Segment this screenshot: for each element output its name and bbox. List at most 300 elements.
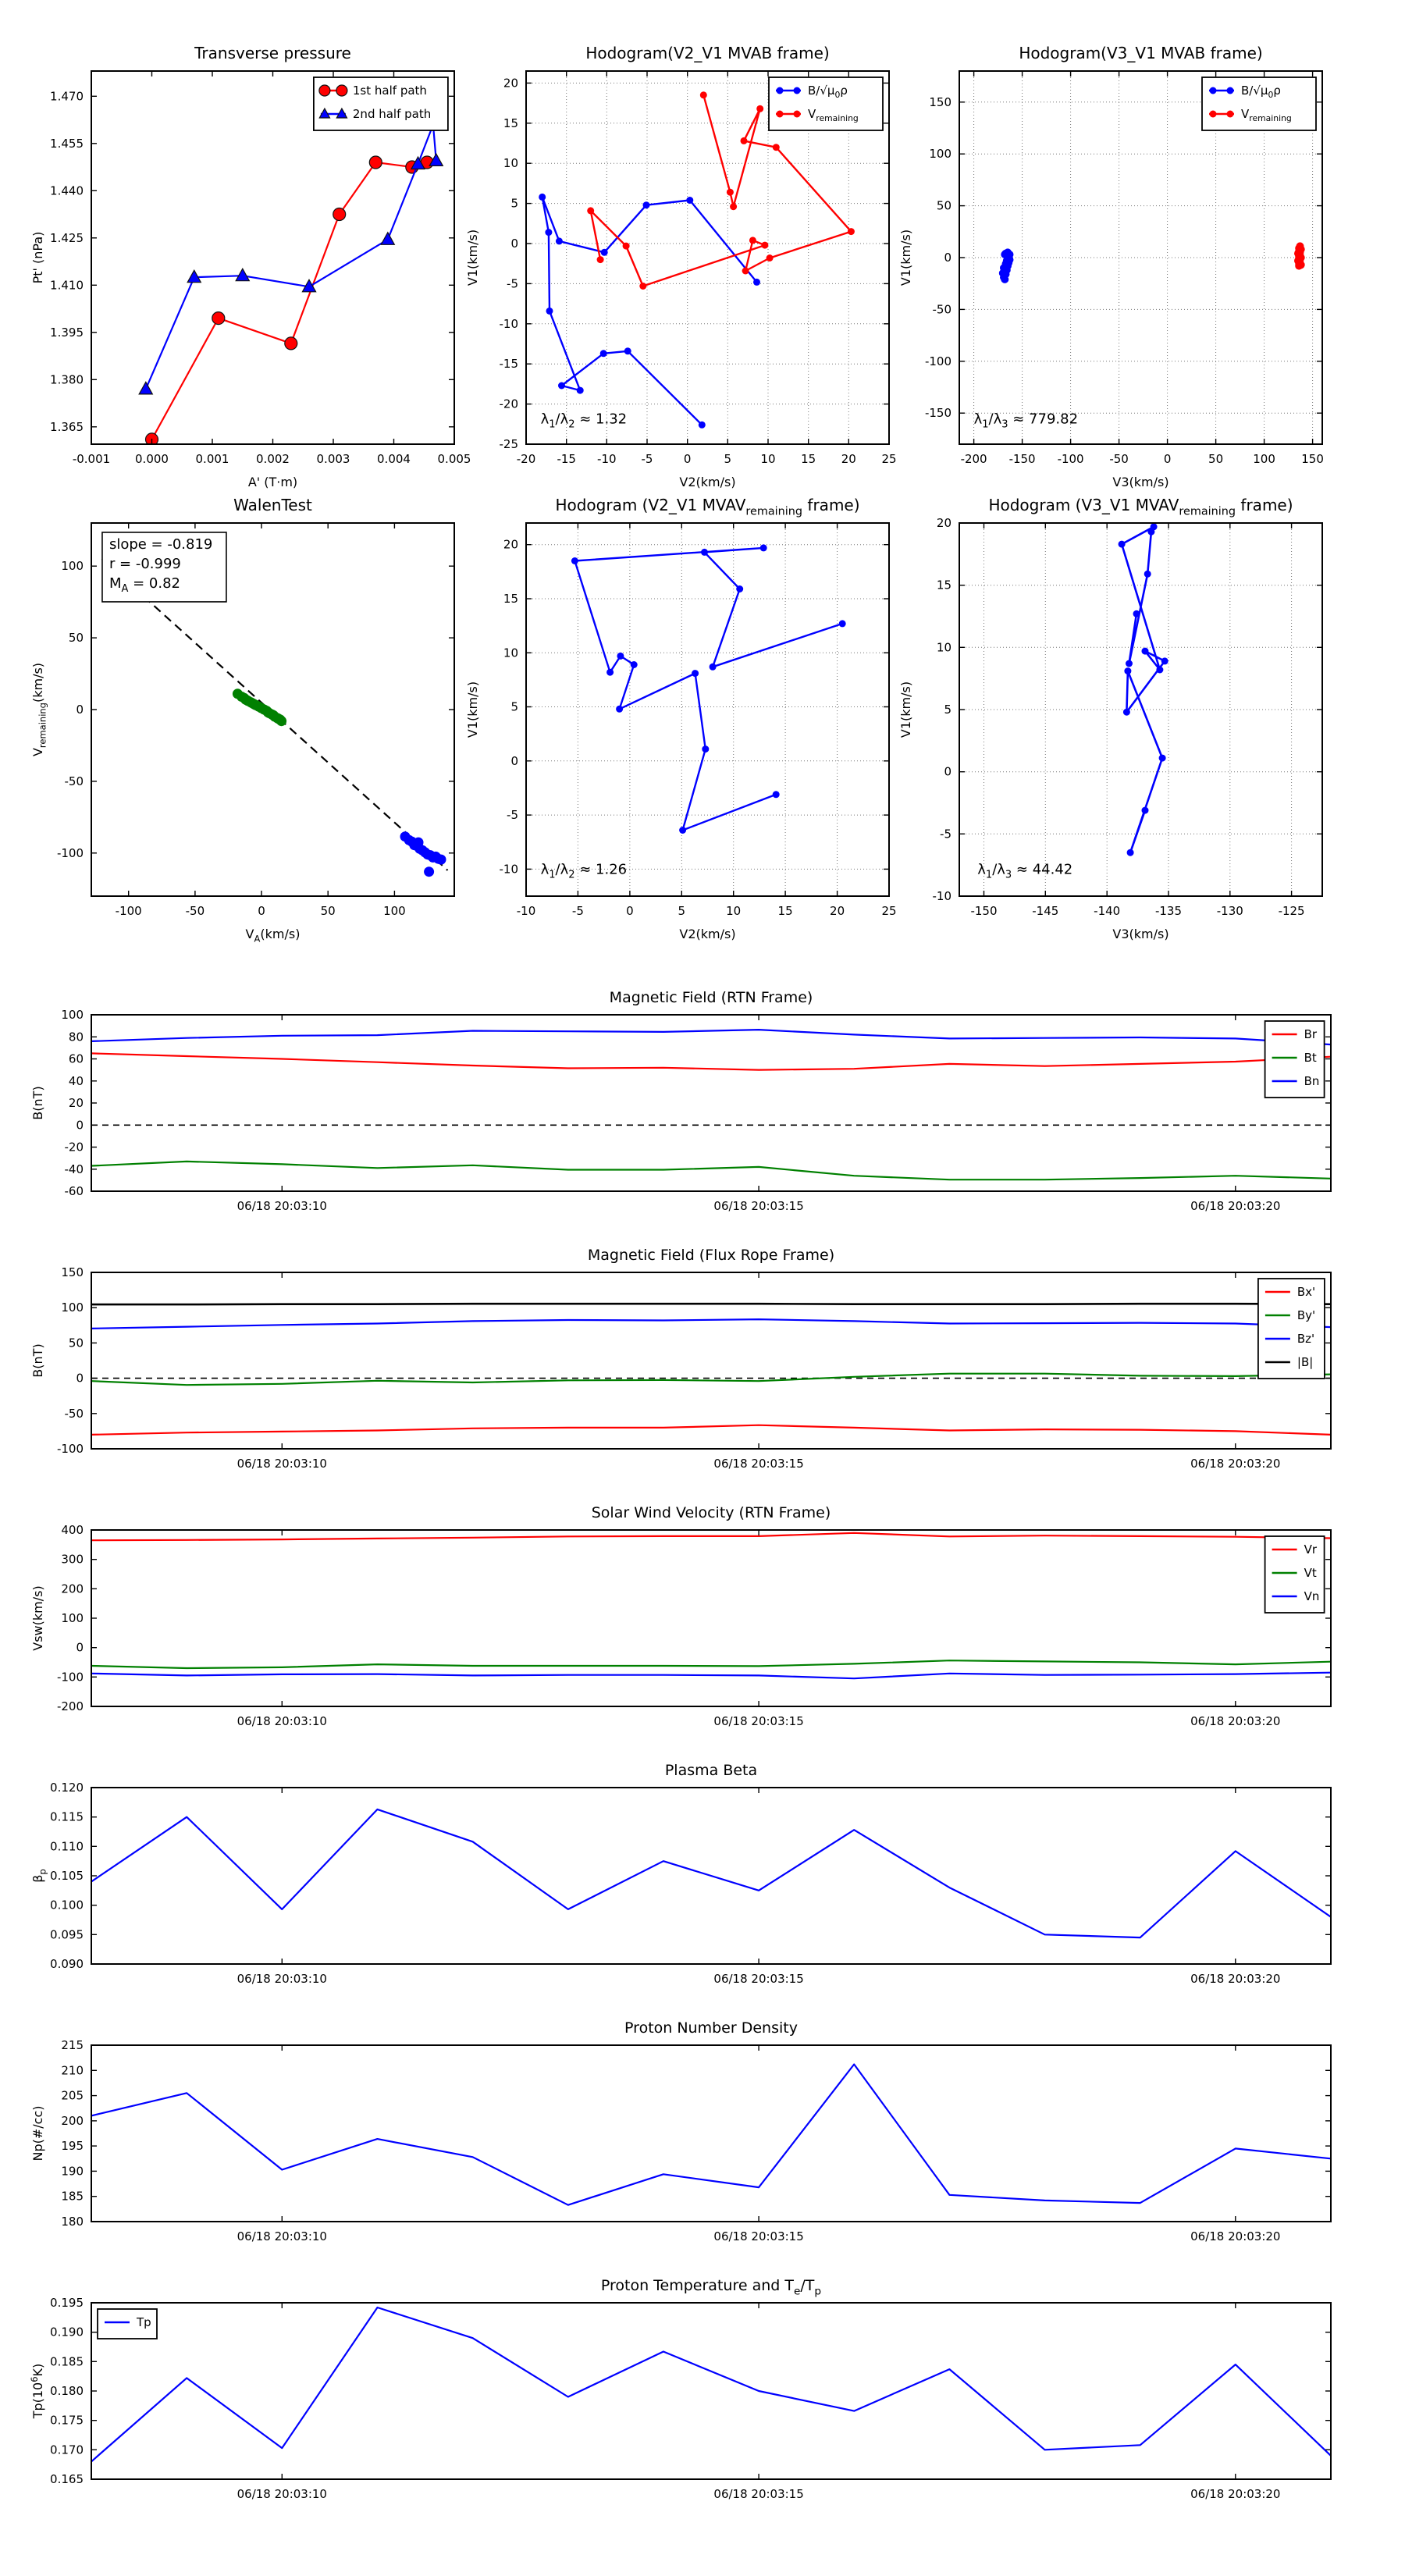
chart-svg-hodogram-v3v1-mvab [891, 20, 1344, 493]
plot-proton-temperature [23, 2260, 1399, 2517]
chart-svg-walen-test [23, 472, 476, 945]
chart-svg-hodogram-v2v1-mvav [458, 472, 911, 945]
svg-text:B/√μ0ρ: $B/√\mu_0\rho$ [1241, 84, 1281, 101]
series-v-remaining-path [571, 544, 846, 834]
svg-text:-145: -145 [1032, 904, 1059, 918]
svg-text:06/18 20:03:10: 06/18 20:03:10 [237, 1714, 327, 1728]
svg-text:0.110: 0.110 [50, 1839, 84, 1854]
chart-svg-hodogram-v2v1-mvab [458, 20, 911, 493]
svg-text:06/18 20:03:15: 06/18 20:03:15 [713, 1714, 804, 1728]
svg-text:5: 5 [510, 196, 518, 211]
svg-text:2nd half path: 2nd half path [352, 107, 432, 121]
y-axis [50, 1781, 1331, 1971]
svg-text:0: 0 [944, 764, 951, 779]
y-axis [57, 1523, 1331, 1713]
plot-magnetic-field-flux-rope [23, 1229, 1399, 1487]
series-1st-half-path [146, 156, 434, 446]
svg-text:-0.001: -0.001 [72, 452, 111, 466]
svg-text:06/18 20:03:20: 06/18 20:03:20 [1190, 2487, 1281, 2501]
svg-text:Vremaining(km/s): $V_{remaining}(km/s)$ [30, 662, 48, 757]
svg-text:V2(km/s): V2(km/s) [679, 475, 736, 489]
svg-text:Np(#/cc): Np(#/cc) [30, 2105, 45, 2161]
svg-text:10: 10 [936, 640, 951, 655]
y-axis-label [465, 681, 480, 738]
svg-text:-150: -150 [924, 406, 951, 421]
x-axis-label [246, 927, 301, 945]
svg-text:100: 100 [383, 904, 406, 918]
svg-text:VA(km/s): $V_A(km/s)$ [245, 927, 301, 945]
svg-text:10: 10 [503, 156, 518, 171]
svg-text:Transverse pressure: Transverse pressure [194, 44, 351, 62]
svg-text:Proton Temperature and Te/Tp: Proton Temperature and $T_e/T_p$ [600, 2277, 822, 2298]
y-axis-label [30, 1585, 45, 1650]
legend [1258, 1279, 1325, 1379]
y-axis-label [898, 681, 913, 738]
svg-text:V1(km/s): V1(km/s) [898, 681, 913, 738]
svg-text:-10: -10 [932, 889, 951, 903]
svg-text:0: 0 [626, 904, 634, 918]
svg-text:300: 300 [61, 1552, 84, 1567]
svg-text:WalenTest: WalenTest [233, 496, 312, 514]
svg-text:20: 20 [830, 904, 845, 918]
y-axis [61, 2038, 1331, 2229]
svg-text:80: 80 [68, 1030, 84, 1044]
svg-text:06/18 20:03:20: 06/18 20:03:20 [1190, 1972, 1281, 1986]
svg-text:06/18 20:03:15: 06/18 20:03:15 [713, 1457, 804, 1471]
chart-svg-solar-wind-velocity [23, 1487, 1399, 1745]
chart-title [988, 496, 1293, 518]
x-axis [237, 1272, 1281, 1471]
svg-text:Pt' (nPa): Pt' (nPa) [30, 231, 45, 284]
svg-text:|B|: |B| [1297, 1355, 1314, 1369]
svg-text:100: 100 [61, 1300, 84, 1315]
y-axis-label [30, 2106, 45, 2161]
series-vn [91, 1673, 1331, 1679]
y-axis [500, 76, 890, 451]
svg-text:0.000: 0.000 [135, 452, 169, 466]
svg-text:-50: -50 [1109, 452, 1129, 466]
y-axis-label [30, 1869, 48, 1883]
svg-text:-100: -100 [56, 1442, 84, 1456]
svg-text:-100: -100 [1057, 452, 1084, 466]
svg-text:V3(km/s): V3(km/s) [1112, 927, 1169, 941]
svg-text:06/18 20:03:15: 06/18 20:03:15 [713, 2229, 804, 2243]
y-axis-label [30, 1086, 45, 1119]
svg-text:-5: -5 [940, 827, 951, 841]
series-np [91, 2065, 1331, 2205]
annotation [541, 411, 628, 431]
annotation [541, 861, 628, 881]
svg-text:20: 20 [503, 76, 518, 91]
svg-text:-5: -5 [507, 808, 518, 823]
svg-text:06/18 20:03:20: 06/18 20:03:20 [1190, 1457, 1281, 1471]
svg-text:Tp: Tp [137, 2315, 151, 2329]
svg-text:Hodogram (V3_V1 MVAVremaining: Hodogram (V3_V1 $MVAV_{remaining}$ frame) [988, 496, 1293, 518]
svg-text:βp: $\beta_p$ [30, 1869, 48, 1883]
svg-text:5: 5 [944, 703, 951, 717]
x-axis [237, 2303, 1281, 2501]
svg-text:150: 150 [929, 94, 951, 109]
svg-text:0.005: 0.005 [437, 452, 471, 466]
svg-text:200: 200 [61, 2113, 84, 2128]
svg-text:0.003: 0.003 [316, 452, 350, 466]
svg-text:Tp(106K): $Tp(10^6K)$ [28, 2363, 45, 2419]
svg-text:slope = -0.819: slope = -0.819 [108, 535, 213, 553]
svg-text:V3(km/s): V3(km/s) [1112, 475, 1169, 489]
svg-text:-25: -25 [499, 437, 518, 451]
svg-text:-10: -10 [516, 904, 536, 918]
x-axis-label [679, 927, 735, 941]
svg-text:06/18 20:03:15: 06/18 20:03:15 [713, 1199, 804, 1213]
svg-text:0.001: 0.001 [195, 452, 229, 466]
y-axis [50, 89, 454, 434]
svg-text:06/18 20:03:20: 06/18 20:03:20 [1190, 2229, 1281, 2243]
svg-text:V1(km/s): V1(km/s) [898, 229, 913, 286]
svg-text:10: 10 [760, 452, 776, 466]
svg-text:50: 50 [68, 631, 84, 646]
svg-text:210: 210 [61, 2063, 84, 2078]
svg-text:06/18 20:03:20: 06/18 20:03:20 [1190, 1199, 1281, 1213]
svg-text:Bn: Bn [1304, 1074, 1320, 1088]
svg-text:1.395: 1.395 [50, 325, 84, 340]
svg-text:195: 195 [61, 2139, 84, 2154]
svg-text:λ1/λ3 ≈ 44.42: $\lambda_1/\lambda_3 \approx 44.42$ [977, 861, 1073, 881]
svg-text:06/18 20:03:10: 06/18 20:03:10 [237, 2487, 327, 2501]
svg-text:-100: -100 [924, 354, 951, 368]
svg-text:180: 180 [61, 2215, 84, 2229]
svg-text:λ1/λ2 ≈ 1.26: $\lambda_1/\lambda_2 \approx 1.26$ [540, 861, 628, 881]
svg-text:25: 25 [881, 904, 897, 918]
svg-text:-150: -150 [1008, 452, 1036, 466]
chart-svg-proton-number-density [23, 2002, 1399, 2260]
svg-text:B/√μ0ρ: $B/√\mu_0\rho$ [808, 84, 848, 101]
svg-text:-5: -5 [571, 904, 584, 918]
svg-text:-200: -200 [960, 452, 987, 466]
svg-text:200: 200 [61, 1582, 84, 1596]
legend [1202, 77, 1316, 130]
svg-text:1.380: 1.380 [50, 372, 84, 387]
svg-text:-20: -20 [499, 397, 518, 411]
svg-text:-15: -15 [499, 357, 518, 372]
svg-text:20: 20 [936, 516, 951, 530]
chart-title [601, 2277, 821, 2297]
svg-text:185: 185 [61, 2189, 84, 2204]
y-axis-label [30, 663, 48, 756]
svg-text:A' (T·m): A' (T·m) [247, 475, 298, 489]
svg-text:20: 20 [68, 1096, 84, 1110]
svg-text:0.195: 0.195 [50, 2296, 84, 2310]
svg-text:0: 0 [258, 904, 265, 918]
svg-text:λ1/λ3 ≈ 779.82: $\lambda_1/\lambda_3 \approx 779.82$ [973, 411, 1079, 431]
x-axis [237, 1015, 1281, 1213]
svg-text:5: 5 [510, 699, 518, 714]
svg-text:10: 10 [726, 904, 742, 918]
plot-solar-wind-velocity [23, 1487, 1399, 1745]
svg-text:10: 10 [503, 646, 518, 660]
svg-text:Magnetic Field (RTN Frame): Magnetic Field (RTN Frame) [609, 989, 813, 1006]
plot-proton-number-density [23, 2002, 1399, 2260]
svg-text:5: 5 [678, 904, 686, 918]
svg-text:1st half path: 1st half path [352, 84, 427, 98]
svg-text:0: 0 [76, 703, 84, 717]
svg-text:-50: -50 [932, 302, 951, 317]
svg-text:Vsw(km/s): Vsw(km/s) [30, 1585, 45, 1651]
axes-frame [91, 1530, 1331, 1706]
series-tp [91, 2307, 1331, 2461]
chart-svg-transverse-pressure [23, 20, 476, 493]
svg-text:MA = 0.82: $M_A = 0.82$ [108, 575, 180, 595]
svg-text:50: 50 [1208, 452, 1224, 466]
svg-text:0: 0 [76, 1640, 84, 1655]
svg-text:-135: -135 [1154, 904, 1183, 918]
svg-text:06/18 20:03:20: 06/18 20:03:20 [1190, 1714, 1281, 1728]
svg-text:0: 0 [510, 237, 518, 251]
svg-text:5: 5 [724, 452, 732, 466]
chart-title [1019, 44, 1262, 62]
svg-text:15: 15 [503, 116, 518, 130]
svg-text:1.365: 1.365 [50, 419, 84, 434]
series-b-over-sqrt-mu0-rho- [539, 194, 760, 429]
svg-text:-150: -150 [970, 904, 998, 918]
svg-text:1.470: 1.470 [50, 89, 84, 104]
svg-text:0.100: 0.100 [50, 1898, 84, 1912]
series-middle [233, 688, 286, 726]
x-axis [970, 523, 1304, 918]
chart-title [624, 2019, 798, 2037]
svg-text:0.190: 0.190 [50, 2325, 84, 2339]
svg-text:0.175: 0.175 [50, 2413, 84, 2428]
legend [1265, 1021, 1325, 1098]
svg-text:0.090: 0.090 [50, 1957, 84, 1971]
svg-text:15: 15 [801, 452, 816, 466]
annotation [102, 532, 226, 602]
x-axis-label [1112, 927, 1168, 941]
svg-text:0.004: 0.004 [377, 452, 411, 466]
svg-text:15: 15 [503, 592, 518, 606]
chart-svg-proton-temperature [23, 2260, 1399, 2517]
svg-text:V1(km/s): V1(km/s) [465, 229, 480, 286]
series-bt [91, 1162, 1331, 1179]
svg-text:Proton Number Density: Proton Number Density [624, 2019, 798, 2037]
axes-frame [91, 2045, 1331, 2222]
svg-text:Hodogram (V2_V1 MVAVremaining: Hodogram (V2_V1 $MVAV_{remaining}$ frame) [555, 496, 860, 518]
plot-magnetic-field-rtn [23, 972, 1399, 1229]
svg-text:50: 50 [320, 904, 336, 918]
svg-text:06/18 20:03:10: 06/18 20:03:10 [237, 1199, 327, 1213]
series-bn [91, 1030, 1331, 1044]
series-b-over-sqrt-mu0-rho- [999, 248, 1014, 283]
svg-text:-40: -40 [64, 1162, 84, 1176]
svg-text:-5: -5 [507, 276, 518, 291]
svg-text:-50: -50 [185, 904, 205, 918]
chart-title [585, 44, 829, 62]
svg-text:Plasma Beta: Plasma Beta [664, 1762, 758, 1779]
y-axis-label [29, 2364, 45, 2420]
svg-text:Hodogram(V2_V1 MVAB frame): Hodogram(V2_V1 MVAB frame) [585, 44, 830, 62]
svg-text:06/18 20:03:15: 06/18 20:03:15 [713, 1972, 804, 1986]
plot-hodogram-v3v1-mvab [891, 20, 1344, 493]
legend [98, 2309, 157, 2339]
plot-transverse-pressure [23, 20, 476, 493]
svg-text:215: 215 [61, 2038, 84, 2052]
svg-text:1.440: 1.440 [50, 183, 84, 198]
svg-text:Br: Br [1304, 1027, 1318, 1041]
svg-text:0: 0 [683, 452, 692, 466]
x-axis [237, 1530, 1281, 1728]
svg-text:50: 50 [936, 198, 951, 213]
chart-title [592, 1504, 831, 1521]
chart-svg-hodogram-v3v1-mvav [891, 472, 1344, 945]
svg-text:100: 100 [61, 1008, 84, 1022]
svg-text:-50: -50 [64, 1406, 84, 1421]
svg-text:-15: -15 [557, 452, 576, 466]
legend [1265, 1536, 1325, 1613]
svg-text:20: 20 [841, 452, 856, 466]
series-v-remaining-path [1119, 523, 1168, 856]
grid [959, 523, 1322, 896]
svg-text:06/18 20:03:10: 06/18 20:03:10 [237, 2229, 327, 2243]
series-bx- [91, 1425, 1331, 1435]
svg-text:400: 400 [61, 1523, 84, 1537]
svg-text:Hodogram(V3_V1 MVAB frame): Hodogram(V3_V1 MVAB frame) [1019, 44, 1263, 62]
svg-text:100: 100 [1253, 452, 1275, 466]
svg-text:190: 190 [61, 2164, 84, 2179]
x-axis [517, 523, 897, 918]
y-axis-label [30, 1343, 45, 1377]
svg-text:0.120: 0.120 [50, 1781, 84, 1795]
svg-text:-10: -10 [499, 862, 518, 877]
svg-text:Magnetic Field (Flux Rope Fram: Magnetic Field (Flux Rope Frame) [587, 1247, 835, 1264]
svg-text:1.410: 1.410 [50, 278, 84, 293]
svg-text:0.165: 0.165 [50, 2472, 84, 2486]
chart-title [610, 989, 813, 1006]
svg-text:-100: -100 [115, 904, 142, 918]
svg-text:100: 100 [929, 147, 951, 162]
svg-text:205: 205 [61, 2088, 84, 2103]
svg-text:0: 0 [1163, 452, 1172, 466]
chart-title [233, 496, 312, 514]
chart-svg-plasma-beta [23, 1745, 1399, 2002]
svg-text:Solar Wind Velocity (RTN Frame: Solar Wind Velocity (RTN Frame) [591, 1504, 831, 1521]
svg-text:-10: -10 [597, 452, 617, 466]
svg-text:r = -0.999: r = -0.999 [108, 555, 181, 572]
svg-text:B(nT): B(nT) [30, 1343, 45, 1378]
svg-text:λ1/λ2 ≈ 1.32: $\lambda_1/\lambda_2 \approx 1.32$ [540, 411, 628, 431]
svg-text:1.455: 1.455 [50, 136, 84, 151]
svg-text:60: 60 [68, 1051, 84, 1066]
svg-text:Vn: Vn [1304, 1589, 1320, 1603]
chart-title [194, 44, 351, 62]
svg-text:-200: -200 [56, 1699, 84, 1713]
series-vt [91, 1660, 1331, 1668]
y-axis-label [30, 232, 45, 284]
series-beta-p [91, 1809, 1331, 1937]
svg-text:0: 0 [76, 1371, 84, 1386]
svg-text:25: 25 [881, 452, 897, 466]
svg-text:-100: -100 [56, 1670, 84, 1685]
svg-text:-20: -20 [516, 452, 536, 466]
chart-svg-magnetic-field-flux-rope [23, 1229, 1399, 1487]
series-bz- [91, 1319, 1331, 1329]
plot-hodogram-v2v1-mvab [458, 20, 911, 493]
series-vr [91, 1533, 1331, 1540]
svg-text:Bz': Bz' [1297, 1332, 1315, 1346]
legend [314, 77, 448, 130]
svg-text:0: 0 [510, 753, 518, 768]
svg-text:-5: -5 [641, 452, 653, 466]
svg-text:150: 150 [1301, 452, 1324, 466]
svg-text:20: 20 [503, 537, 518, 552]
svg-text:0.095: 0.095 [50, 1927, 84, 1942]
svg-text:50: 50 [68, 1336, 84, 1350]
plot-hodogram-v3v1-mvav [891, 472, 1344, 945]
svg-text:Bx': Bx' [1297, 1285, 1316, 1299]
svg-text:0.002: 0.002 [256, 452, 290, 466]
svg-text:40: 40 [68, 1073, 84, 1088]
svg-text:-10: -10 [499, 316, 518, 331]
svg-text:Bt: Bt [1304, 1051, 1317, 1065]
svg-text:0.105: 0.105 [50, 1869, 84, 1883]
svg-text:1.425: 1.425 [50, 230, 84, 245]
svg-text:150: 150 [61, 1265, 84, 1279]
svg-text:-130: -130 [1216, 904, 1243, 918]
svg-text:06/18 20:03:10: 06/18 20:03:10 [237, 1457, 327, 1471]
svg-text:0: 0 [76, 1118, 84, 1133]
plot-plasma-beta [23, 1745, 1399, 2002]
svg-text:V2(km/s): V2(km/s) [679, 927, 736, 941]
svg-text:06/18 20:03:10: 06/18 20:03:10 [237, 1972, 327, 1986]
svg-text:100: 100 [61, 559, 84, 574]
series-br [91, 1053, 1331, 1069]
series-by- [91, 1374, 1331, 1386]
y-axis [50, 2296, 1331, 2486]
axes-frame [91, 2303, 1331, 2479]
y-axis-label [898, 229, 913, 286]
svg-text:-140: -140 [1094, 904, 1121, 918]
svg-text:Vremaining: $V_{remaining}$ [808, 107, 859, 124]
x-axis [237, 1788, 1281, 1986]
svg-text:0.115: 0.115 [50, 1809, 84, 1824]
annotation [974, 411, 1078, 431]
svg-text:0.185: 0.185 [50, 2354, 84, 2369]
series-v-remaining [1294, 242, 1305, 269]
annotation [977, 861, 1072, 881]
svg-text:Vt: Vt [1304, 1566, 1317, 1580]
svg-text:Vremaining: $V_{remaining}$ [1241, 107, 1292, 124]
svg-text:-50: -50 [64, 774, 84, 788]
chart-svg-magnetic-field-rtn [23, 972, 1399, 1229]
svg-text:By': By' [1297, 1308, 1316, 1322]
svg-text:0.170: 0.170 [50, 2443, 84, 2457]
svg-text:V1(km/s): V1(km/s) [465, 681, 480, 738]
svg-text:06/18 20:03:15: 06/18 20:03:15 [713, 2487, 804, 2501]
svg-text:0.180: 0.180 [50, 2384, 84, 2398]
axes-frame [91, 1272, 1331, 1449]
chart-title [588, 1247, 834, 1264]
chart-title [665, 1762, 757, 1779]
svg-text:B(nT): B(nT) [30, 1086, 45, 1120]
series-second-half [400, 831, 446, 877]
svg-text:0: 0 [944, 251, 951, 265]
svg-text:-20: -20 [64, 1140, 84, 1155]
x-axis [237, 2045, 1281, 2243]
series-2nd-half-path [139, 118, 443, 394]
svg-text:-100: -100 [56, 845, 84, 860]
svg-text:15: 15 [777, 904, 793, 918]
plot-hodogram-v2v1-mvav [458, 472, 911, 945]
chart-title [555, 496, 859, 518]
legend [769, 77, 883, 130]
